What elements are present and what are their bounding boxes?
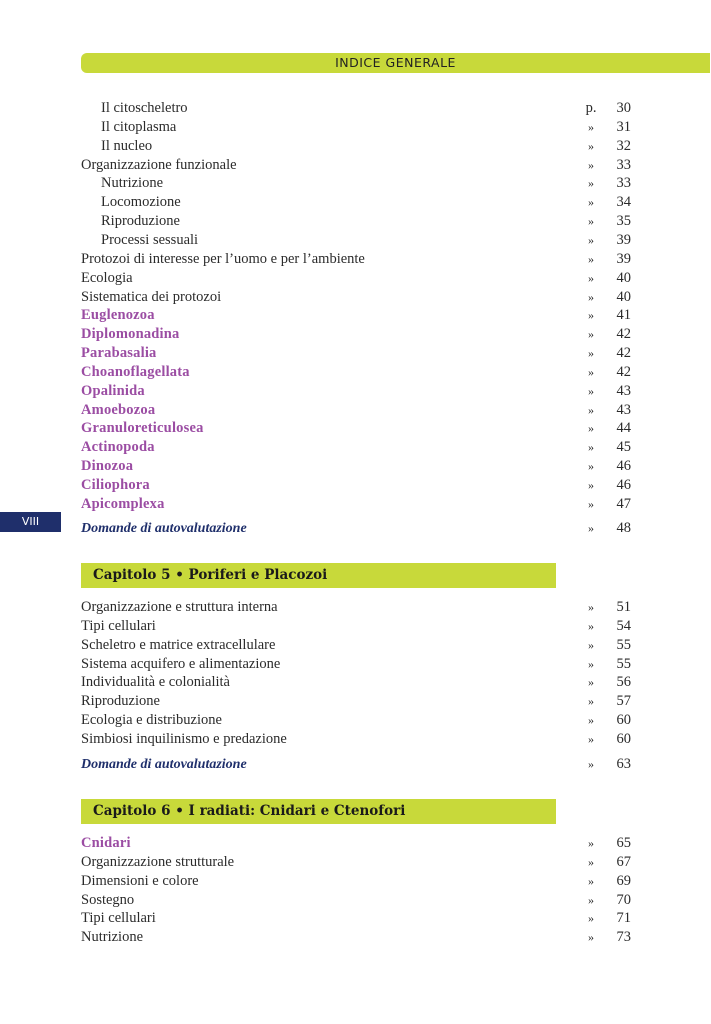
toc-entry-page-number: 42 [616, 326, 631, 343]
toc-entry-label: Processi sessuali [101, 231, 199, 248]
toc-entry-label: Actinopoda [81, 439, 155, 456]
toc-entry-label: Cnidari [81, 835, 131, 851]
toc-entry-label: Domande di autovalutazione [81, 521, 247, 536]
toc-entry-label: Il citoscheletro [101, 100, 188, 116]
toc-entry-prefix: » [588, 327, 594, 342]
toc-entry-page-number: 34 [616, 194, 631, 211]
toc-entry-page-number: 54 [616, 617, 631, 634]
page-number-tab: VIII [0, 512, 61, 532]
toc-entry-prefix: » [588, 270, 594, 285]
toc-entry-page-number: 39 [616, 250, 631, 267]
toc-entry-page-number: 57 [616, 693, 631, 710]
toc-entry[interactable] [81, 288, 631, 307]
toc-entry[interactable] [81, 598, 631, 617]
toc-entry[interactable] [81, 457, 631, 476]
toc-entry-prefix: » [588, 521, 594, 535]
toc-entry-label: Simbiosi inquilinismo e predazione [81, 730, 287, 747]
toc-entry-prefix: » [588, 478, 594, 492]
toc-entry-label: Scheletro e matrice extracellulare [81, 636, 276, 653]
toc-entry-page-number: 47 [616, 495, 631, 512]
toc-entry-page-number: 60 [616, 730, 631, 747]
toc-entry[interactable] [81, 363, 631, 382]
toc-entry-page-number: 70 [616, 891, 631, 908]
toc-entry-label: Tipi cellulari [81, 617, 156, 634]
toc-entry-page-number: 63 [616, 756, 631, 772]
toc-entry[interactable] [81, 250, 631, 269]
toc-entry-page-number: 73 [616, 929, 631, 946]
toc-entry-label: Diplomonadina [81, 326, 180, 343]
toc-entry-page-number: 33 [616, 175, 631, 192]
toc-entry-label: Opalinida [81, 382, 145, 399]
toc-entry[interactable] [81, 730, 631, 749]
toc-entry-prefix: » [588, 251, 594, 266]
toc-entry-label: Domande di autovalutazione [81, 757, 247, 772]
toc-entry[interactable] [81, 617, 631, 636]
toc-entry[interactable] [81, 269, 631, 288]
toc-entry[interactable] [81, 99, 631, 118]
toc-entry-prefix: » [588, 854, 594, 869]
toc-entry-label: Apicomplexa [81, 495, 165, 512]
toc-entry-label: Riproduzione [101, 213, 180, 230]
toc-entry[interactable] [81, 495, 631, 514]
toc-entry[interactable] [81, 673, 631, 692]
toc-entry-page-number: 35 [616, 213, 631, 230]
toc-entry-page-number: 45 [616, 439, 631, 456]
toc-entry-prefix: » [588, 195, 594, 210]
toc-entry[interactable] [81, 306, 631, 325]
toc-entry-prefix: » [588, 176, 594, 191]
toc-entry-page-number: 55 [616, 655, 631, 672]
toc-entry[interactable] [81, 853, 631, 872]
toc-entry-prefix: » [588, 459, 594, 474]
toc-entry-page-number: 51 [616, 599, 631, 615]
toc-entry-prefix: » [588, 402, 594, 417]
toc-entry-label: Ecologia [81, 269, 133, 286]
toc-entry-page-number: 71 [616, 910, 631, 927]
toc-entry-page-number: 56 [616, 674, 631, 691]
toc-entry-label: Tipi cellulari [81, 910, 156, 927]
toc-entry-label: Riproduzione [81, 693, 160, 710]
toc-entry-label: Locomozione [101, 194, 181, 211]
toc-entry-prefix: » [588, 731, 594, 746]
toc-entry-prefix: » [588, 119, 594, 134]
toc-entry-prefix: » [588, 713, 594, 728]
toc-entry-label: Sistematica dei protozoi [81, 288, 222, 305]
toc-entry[interactable] [81, 401, 631, 420]
toc-entry[interactable] [81, 419, 631, 438]
toc-entry-prefix: » [588, 911, 594, 926]
toc-entry-label: Sistema acquifero e alimentazione [81, 655, 281, 672]
toc-entry-prefix: » [588, 656, 594, 671]
toc-entry-prefix: » [588, 383, 594, 398]
toc-entry-label: Dinozoa [81, 458, 134, 475]
toc-entry-prefix: » [588, 364, 594, 379]
toc-entry-prefix: » [588, 637, 594, 652]
toc-entry-prefix: » [588, 157, 594, 172]
toc-entry-page-number: 42 [616, 345, 631, 362]
toc-entry-prefix: » [588, 440, 594, 455]
toc-entry-prefix: » [588, 214, 594, 229]
toc-entry-label: Euglenozoa [81, 307, 155, 324]
toc-entry[interactable] [81, 382, 631, 401]
toc-entry-label: Nutrizione [81, 929, 144, 946]
running-header [81, 53, 710, 73]
toc-entry[interactable] [81, 438, 631, 457]
toc-entry[interactable] [81, 692, 631, 711]
toc-entry[interactable] [81, 909, 631, 928]
toc-entry-label: Individualità e colonialità [81, 674, 230, 691]
toc-entry-page-number: 60 [616, 712, 631, 729]
toc-entry-page-number: 39 [616, 231, 631, 248]
toc-entry-prefix: » [588, 836, 594, 850]
toc-entry[interactable] [81, 872, 631, 891]
toc-entry-page-number: 46 [616, 458, 631, 475]
chapter-5-heading[interactable] [81, 563, 556, 588]
toc-entry-page-number: 48 [616, 520, 631, 536]
toc-entry[interactable] [81, 174, 631, 193]
toc-entry[interactable] [81, 928, 631, 947]
toc-entry-page-number: 32 [616, 137, 631, 154]
toc-entry-label: Granuloreticulosea [81, 420, 204, 437]
toc-entry-label: Il citoplasma [101, 118, 177, 135]
toc-entry-prefix: » [588, 930, 594, 945]
toc-entry-prefix: » [588, 232, 594, 247]
toc-entry[interactable] [81, 156, 631, 175]
toc-entry[interactable] [81, 891, 631, 910]
toc-entry-prefix: » [588, 892, 594, 907]
toc-entry-label: Il nucleo [101, 137, 153, 154]
toc-entry[interactable] [81, 636, 631, 655]
toc-entry-label: Ciliophora [81, 477, 150, 493]
chapter-title: Capitolo 5 • Poriferi e Placozoi [93, 567, 328, 583]
toc-entry-page-number: 44 [616, 420, 631, 437]
toc-entry-page-number: 43 [616, 382, 631, 399]
toc-entry-prefix: » [588, 675, 594, 690]
toc-entry[interactable] [81, 325, 631, 344]
toc-entry-prefix: » [588, 757, 594, 771]
toc-entry-prefix: » [588, 346, 594, 361]
toc-entry-prefix: » [588, 289, 594, 304]
toc-entry[interactable] [81, 193, 631, 212]
page-title: INDICE GENERALE [335, 55, 456, 70]
toc-entry[interactable] [81, 476, 631, 495]
toc-entry-prefix: » [588, 694, 594, 709]
toc-entry-prefix: » [588, 618, 594, 633]
toc-entry-prefix: » [588, 873, 594, 888]
toc-entry-page-number: 40 [616, 269, 631, 286]
toc-entry-page-number: 67 [616, 853, 631, 870]
self-assessment-entry[interactable] [81, 755, 631, 774]
toc-entry-page-number: 46 [616, 477, 631, 493]
toc-entry-page-number: 40 [616, 288, 631, 305]
toc-entry-prefix: » [588, 496, 594, 511]
toc-entry-prefix: p. [585, 100, 597, 116]
toc-entry-page-number: 43 [616, 401, 631, 418]
toc-entry-page-number: 42 [616, 363, 631, 380]
toc-entry-label: Dimensioni e colore [81, 872, 199, 889]
toc-entry[interactable] [81, 212, 631, 231]
toc-entry-page-number: 69 [616, 872, 631, 889]
toc-entry-prefix: » [588, 308, 594, 323]
toc-entry-prefix: » [588, 421, 594, 436]
toc-entry-label: Organizzazione strutturale [81, 853, 235, 870]
toc-entry[interactable] [81, 834, 631, 853]
toc-entry-page-number: 65 [616, 835, 631, 851]
toc-entry-label: Ecologia e distribuzione [81, 712, 222, 729]
toc-entry-page-number: 30 [616, 100, 631, 116]
toc-entry-label: Amoebozoa [81, 401, 156, 418]
toc-entry-label: Organizzazione funzionale [81, 156, 237, 173]
toc-entry-page-number: 41 [616, 307, 631, 324]
toc-entry-label: Sostegno [81, 891, 135, 908]
toc-entry-page-number: 31 [616, 118, 631, 135]
toc-entry-label: Organizzazione e struttura interna [81, 599, 278, 615]
self-assessment-entry[interactable] [81, 519, 631, 538]
toc-entry-label: Nutrizione [101, 175, 164, 192]
toc-entry[interactable] [81, 231, 631, 250]
toc-entry[interactable] [81, 137, 631, 156]
toc-entry[interactable] [81, 711, 631, 730]
toc-entry[interactable] [81, 344, 631, 363]
toc-entry-prefix: » [588, 138, 594, 153]
toc-entry[interactable] [81, 655, 631, 674]
toc-entry-label: Protozoi di interesse per l’uomo e per l’ambiente [81, 250, 365, 267]
chapter-title: Capitolo 6 • I radiati: Cnidari e Ctenofori [93, 803, 406, 819]
toc-entry-page-number: 55 [616, 636, 631, 653]
chapter-6-heading[interactable] [81, 799, 556, 824]
toc-entry-prefix: » [588, 600, 594, 614]
toc-entry-label: Parabasalia [81, 345, 157, 362]
toc-entry-label: Choanoflagellata [81, 363, 190, 380]
toc-entry-page-number: 33 [616, 156, 631, 173]
toc-entry[interactable] [81, 118, 631, 137]
